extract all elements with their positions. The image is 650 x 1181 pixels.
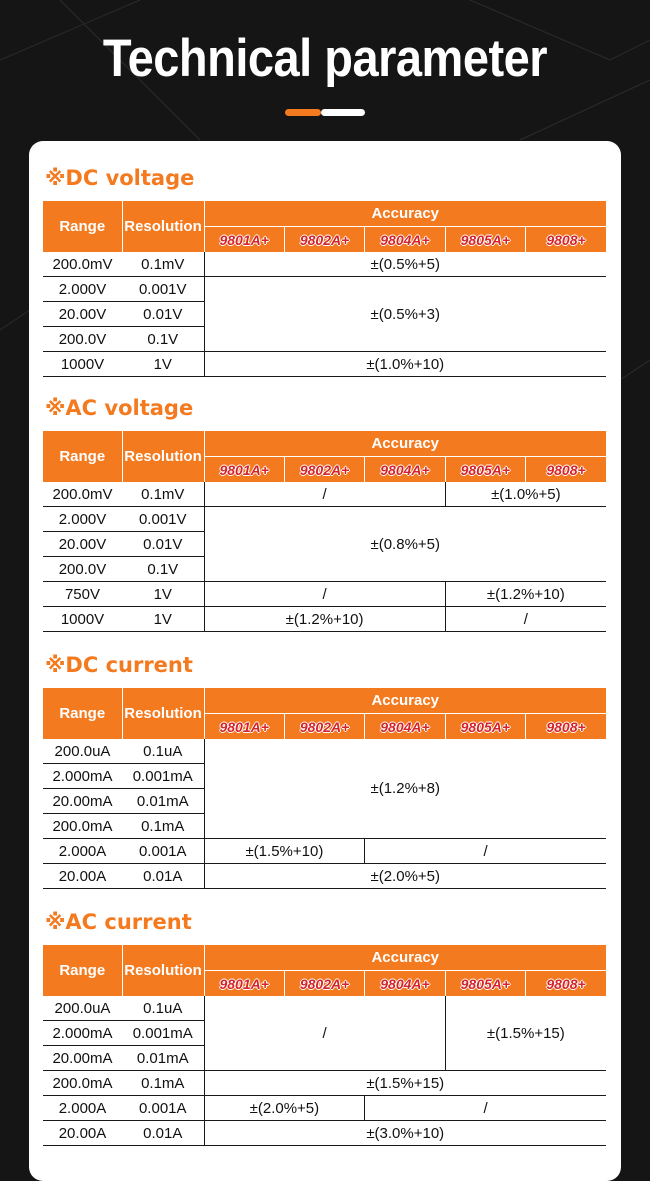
accuracy-cell: / (204, 482, 445, 507)
range-cell: 200.0mV (43, 252, 122, 277)
range-cell: 200.0uA (43, 739, 122, 764)
header-model: 9808+ (526, 227, 606, 253)
resolution-cell: 0.1mA (122, 1071, 204, 1096)
resolution-cell: 0.01mA (122, 789, 204, 814)
ac-voltage-table (43, 431, 606, 632)
resolution-cell: 0.001A (122, 1096, 204, 1121)
header-model: 9804A+ (365, 457, 445, 483)
header-model: 9802A+ (284, 714, 364, 740)
header-model: 9808+ (526, 971, 606, 997)
accuracy-cell: / (365, 839, 606, 864)
header-model: 9804A+ (365, 971, 445, 997)
accuracy-cell: ±(0.5%+5) (204, 252, 606, 277)
range-cell: 200.0V (43, 557, 122, 582)
resolution-cell: 1V (122, 582, 204, 607)
range-cell: 200.0mA (43, 1071, 122, 1096)
header-model: 9801A+ (204, 227, 284, 253)
accuracy-cell: ±(1.5%+10) (204, 839, 365, 864)
resolution-cell: 0.001A (122, 839, 204, 864)
range-cell: 2.000mA (43, 1021, 122, 1046)
resolution-cell: 0.001mA (122, 1021, 204, 1046)
header-model: 9801A+ (204, 714, 284, 740)
range-cell: 2.000V (43, 277, 122, 302)
range-cell: 2.000V (43, 507, 122, 532)
resolution-cell: 0.1V (122, 327, 204, 352)
section-title-ac-voltage: ※AC voltage (45, 396, 194, 420)
page-title: Technical parameter (102, 27, 548, 88)
range-cell: 20.00mA (43, 1046, 122, 1071)
range-cell: 1000V (43, 607, 122, 632)
header-model: 9805A+ (445, 971, 525, 997)
dc-voltage-table (43, 201, 606, 377)
accuracy-cell: ±(0.5%+3) (204, 277, 606, 352)
table-row (43, 839, 606, 864)
table-row (43, 1071, 606, 1096)
table-row (43, 252, 606, 277)
accuracy-cell: ±(0.8%+5) (204, 507, 606, 582)
range-cell: 20.00mA (43, 789, 122, 814)
range-cell: 2.000A (43, 839, 122, 864)
range-cell: 1000V (43, 352, 122, 377)
accuracy-cell: ±(1.0%+5) (445, 482, 606, 507)
resolution-cell: 0.001V (122, 277, 204, 302)
header-model: 9805A+ (445, 227, 525, 253)
header-accuracy: Accuracy (204, 945, 606, 971)
section-title-dc-current: ※DC current (45, 653, 193, 677)
accuracy-cell: ±(1.5%+15) (204, 1071, 606, 1096)
header-model: 9804A+ (365, 714, 445, 740)
range-cell: 20.00V (43, 532, 122, 557)
header-model: 9801A+ (204, 971, 284, 997)
resolution-cell: 0.1mV (122, 252, 204, 277)
table-row (43, 507, 606, 532)
resolution-cell: 0.01V (122, 302, 204, 327)
range-cell: 2.000A (43, 1096, 122, 1121)
table-row (43, 739, 606, 764)
header-range: Range (43, 688, 122, 739)
resolution-cell: 1V (122, 607, 204, 632)
header-resolution: Resolution (122, 945, 204, 996)
header-model: 9802A+ (284, 971, 364, 997)
resolution-cell: 0.001V (122, 507, 204, 532)
table-row (43, 582, 606, 607)
accuracy-cell: / (445, 607, 606, 632)
resolution-cell: 0.01mA (122, 1046, 204, 1071)
resolution-cell: 0.1mV (122, 482, 204, 507)
dc-current-table (43, 688, 606, 889)
accuracy-cell: ±(1.5%+15) (445, 996, 606, 1071)
header-range: Range (43, 431, 122, 482)
header-model: 9805A+ (445, 457, 525, 483)
header-accuracy: Accuracy (204, 688, 606, 714)
parameter-card (29, 141, 621, 1181)
range-cell: 20.00A (43, 864, 122, 889)
header-resolution: Resolution (122, 688, 204, 739)
resolution-cell: 0.01A (122, 864, 204, 889)
header-range: Range (43, 201, 122, 252)
header-accuracy: Accuracy (204, 201, 606, 227)
accuracy-cell: ±(1.0%+10) (204, 352, 606, 377)
header-model: 9802A+ (284, 457, 364, 483)
section-title-ac-current: ※AC current (45, 910, 192, 934)
accuracy-cell: / (204, 996, 445, 1071)
header-model: 9804A+ (365, 227, 445, 253)
resolution-cell: 0.1mA (122, 814, 204, 839)
resolution-cell: 0.1V (122, 557, 204, 582)
range-cell: 750V (43, 582, 122, 607)
range-cell: 200.0V (43, 327, 122, 352)
title-underline-white (321, 109, 365, 116)
resolution-cell: 0.001mA (122, 764, 204, 789)
header-model: 9801A+ (204, 457, 284, 483)
table-row (43, 352, 606, 377)
table-row (43, 864, 606, 889)
resolution-cell: 0.1uA (122, 739, 204, 764)
resolution-cell: 0.01A (122, 1121, 204, 1146)
header-accuracy: Accuracy (204, 431, 606, 457)
header-range: Range (43, 945, 122, 996)
title-underline-orange (285, 109, 321, 116)
range-cell: 200.0mV (43, 482, 122, 507)
header-model: 9805A+ (445, 714, 525, 740)
table-row (43, 607, 606, 632)
resolution-cell: 0.01V (122, 532, 204, 557)
accuracy-cell: ±(3.0%+10) (204, 1121, 606, 1146)
header-model: 9808+ (526, 714, 606, 740)
range-cell: 2.000mA (43, 764, 122, 789)
accuracy-cell: ±(2.0%+5) (204, 864, 606, 889)
table-row (43, 1121, 606, 1146)
table-row (43, 482, 606, 507)
table-row (43, 1096, 606, 1121)
resolution-cell: 1V (122, 352, 204, 377)
accuracy-cell: ±(1.2%+10) (204, 607, 445, 632)
header-model: 9808+ (526, 457, 606, 483)
accuracy-cell: ±(1.2%+8) (204, 739, 606, 839)
accuracy-cell: / (204, 582, 445, 607)
section-title-dc-voltage: ※DC voltage (45, 166, 195, 190)
range-cell: 20.00V (43, 302, 122, 327)
accuracy-cell: ±(2.0%+5) (204, 1096, 365, 1121)
range-cell: 200.0mA (43, 814, 122, 839)
resolution-cell: 0.1uA (122, 996, 204, 1021)
accuracy-cell: ±(1.2%+10) (445, 582, 606, 607)
header-resolution: Resolution (122, 201, 204, 252)
range-cell: 20.00A (43, 1121, 122, 1146)
table-row (43, 996, 606, 1021)
accuracy-cell: / (365, 1096, 606, 1121)
header-model: 9802A+ (284, 227, 364, 253)
range-cell: 200.0uA (43, 996, 122, 1021)
table-row (43, 277, 606, 302)
ac-current-table (43, 945, 606, 1146)
header-resolution: Resolution (122, 431, 204, 482)
